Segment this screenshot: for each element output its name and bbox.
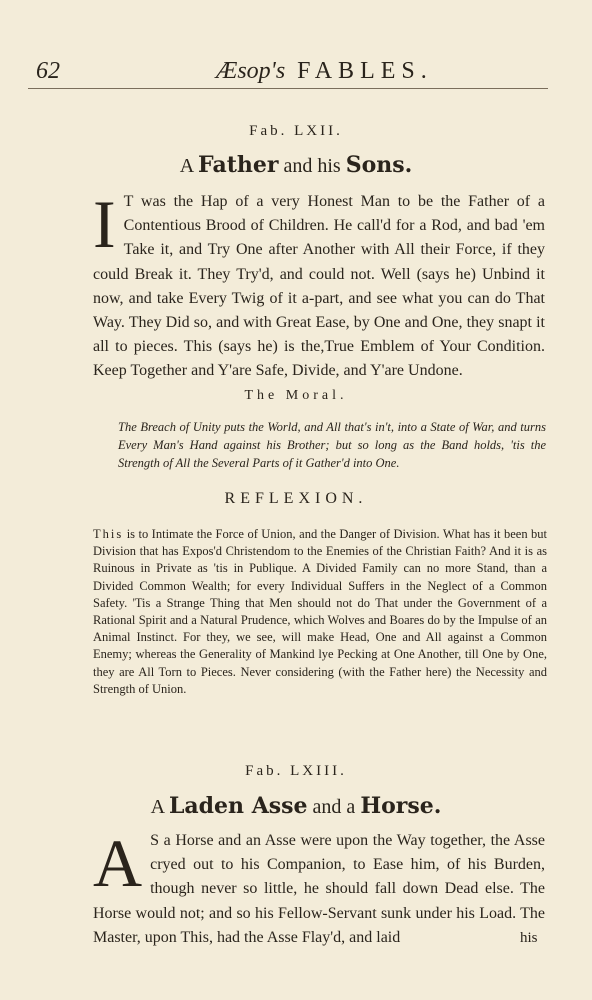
fable-62-number: Fab. LXII. bbox=[249, 123, 343, 139]
title-blackletter: Horse. bbox=[360, 793, 442, 819]
drop-cap: A bbox=[93, 825, 143, 901]
reflexion-heading: REFLEXION. bbox=[224, 490, 368, 507]
fable-63-body: S a Horse and an Asse were upon the Way together, the Asse cryed out to his Companion, to Ease him, of his Burden, though never so little, he should fall down Dead else. The Horse would not; and so his Fellow-Servant sunk under his Load. The Master, upon This, had the Asse Flay'd, and laid bbox=[93, 832, 545, 946]
catchword: his bbox=[520, 930, 538, 946]
title-word: A bbox=[179, 155, 194, 177]
title-blackletter: Father bbox=[198, 152, 279, 178]
running-head-title: FABLES. bbox=[297, 58, 433, 84]
running-head bbox=[216, 58, 433, 85]
fable-63-text bbox=[93, 825, 545, 950]
title-word: and his bbox=[283, 155, 341, 177]
title-blackletter: Sons. bbox=[345, 152, 413, 178]
moral-heading: The Moral. bbox=[244, 388, 348, 403]
title-blackletter: Laden Asse bbox=[168, 793, 308, 819]
reflexion-text bbox=[93, 526, 547, 698]
title-word: A bbox=[150, 796, 164, 818]
title-word: and a bbox=[312, 796, 356, 818]
running-head-author: Æsop's bbox=[216, 58, 286, 84]
page-header bbox=[28, 58, 548, 89]
drop-cap: I bbox=[93, 186, 116, 262]
moral-text: The Breach of Unity puts the World, and All that's in't, into a State of War, and turns Every Man's Hand against his Brother; but so long as the Band holds, 'tis the Strength of All the Several Parts of it Gather'd into One. bbox=[118, 420, 546, 470]
fable-63-title bbox=[90, 793, 502, 819]
fable-62-body: T was the Hap of a very Honest Man to be the Father of a Contentious Brood of Children. He call'd for a Rod, and bad 'em Take it, and Try One after Another with All their Force, if they could Break it. They Try'd, and could not. Well (says he) Unbind it now, and take Every Twig of it a-part, and see what you can do That Way. They Did so, and with Great Ease, by One and One, they snapt it all to pieces. This (says he) is the,True Emblem of Your Condition. Keep Together and Y'are Safe, Divide, and Y'are Undone. bbox=[93, 193, 545, 380]
fable-62-text bbox=[93, 186, 545, 384]
reflexion-lead: This bbox=[93, 527, 124, 541]
page-number: 62 bbox=[36, 58, 60, 84]
reflexion-body: is to Intimate the Force of Union, and the Danger of Division. What has it been but Division that has Expos'd Christendom to the Enemies of the Christian Faith? And it is as Ruinous in Private as 'tis in Publique. A Divided Family can no more Stand, than a Divided Common Wealth; for every Individual Suffers in the Neglect of a Common Safety. 'Tis a Strange Thing that Men should not do That under the Government of a Rational Spirit and a Natural Prudence, which Wolves and Boares do by the Impulse of an Animal Instinct. For they, we see, will make Head, One and All against a Common Enemy; whereas the Generality of Mankind lye Pecking at One Another, till One by One, they are All Torn to Pieces. Never considering (with the Father here) the Necessity and Strength of Union. bbox=[93, 527, 547, 696]
fable-63-number: Fab. LXIII. bbox=[245, 763, 347, 779]
fable-62-title bbox=[90, 152, 502, 178]
